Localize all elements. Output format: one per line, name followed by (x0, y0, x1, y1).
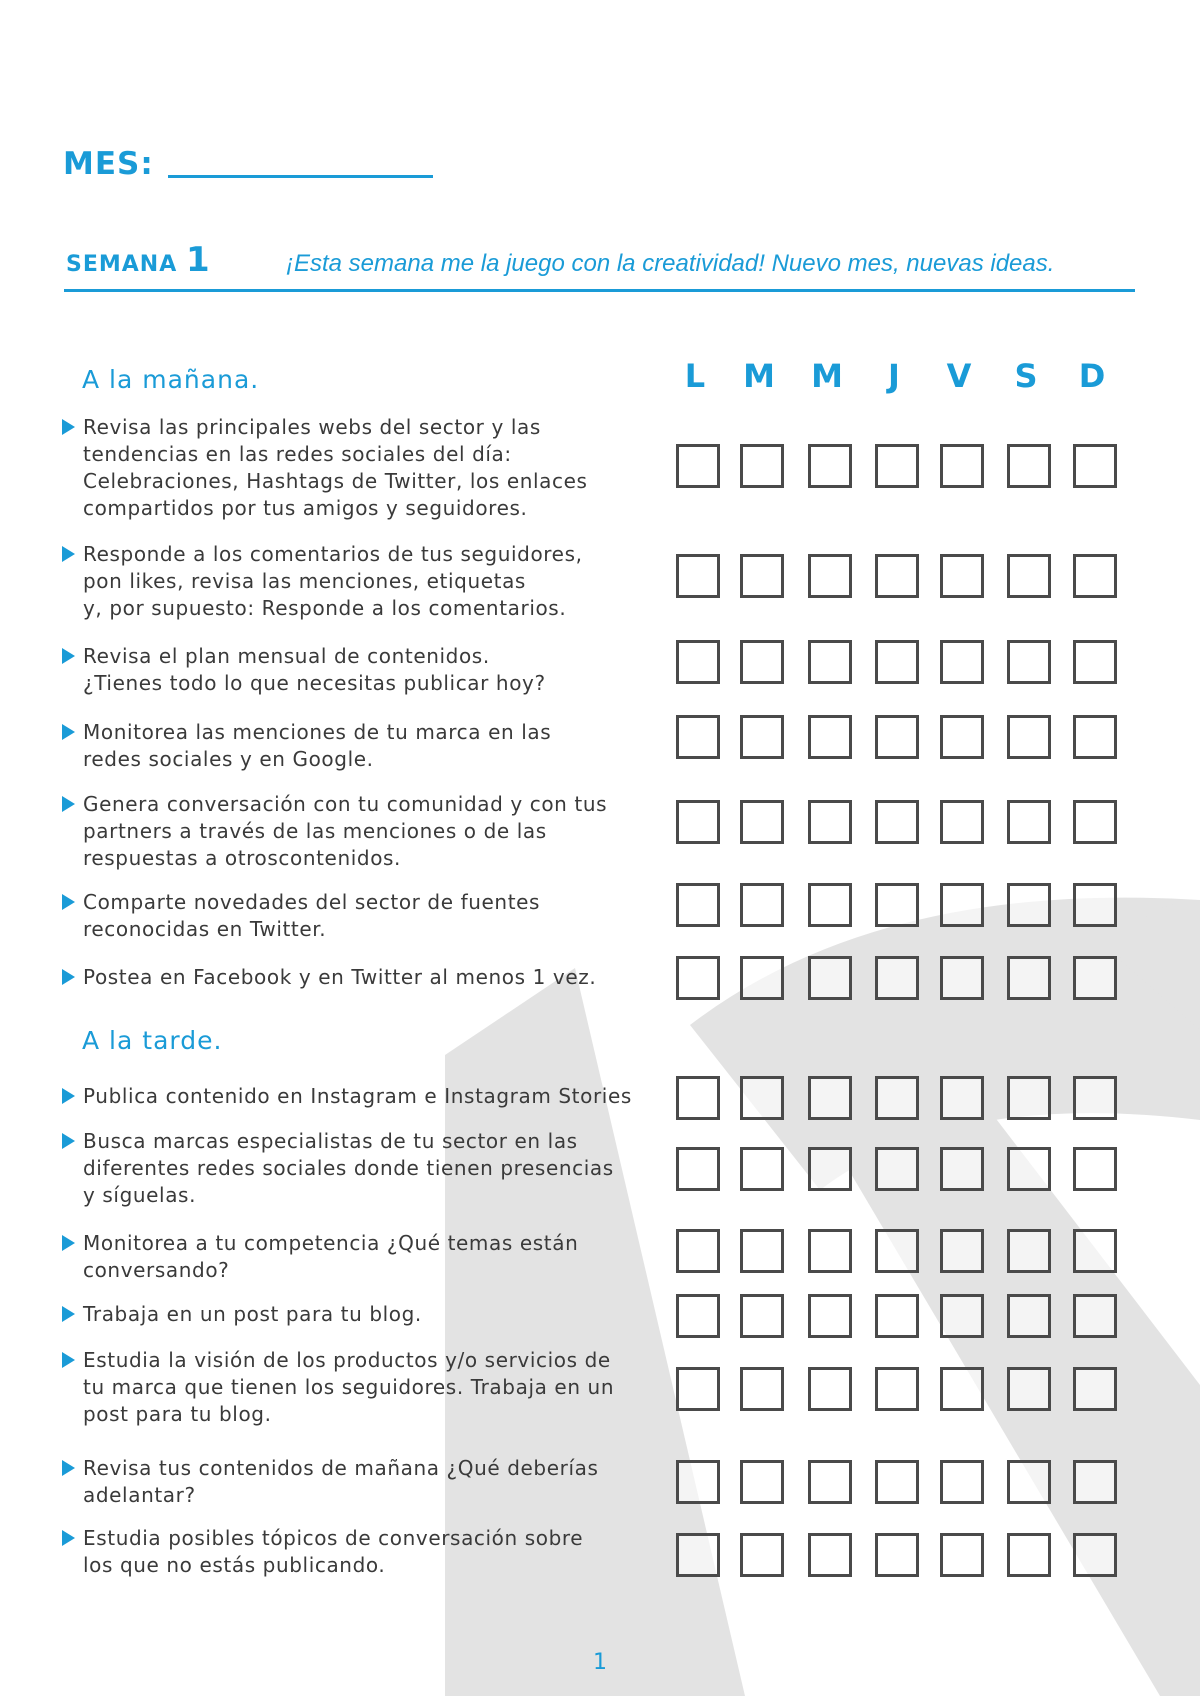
checkbox-thursday[interactable] (875, 1533, 919, 1577)
checkbox-wednesday[interactable] (808, 956, 852, 1000)
checkbox-sunday[interactable] (1073, 1147, 1117, 1191)
checkbox-thursday[interactable] (875, 554, 919, 598)
checkbox-thursday[interactable] (875, 1460, 919, 1504)
checkbox-tuesday[interactable] (740, 1294, 784, 1338)
checkbox-saturday[interactable] (1007, 444, 1051, 488)
task-text (83, 791, 683, 872)
task-text-line: Monitorea las menciones de tu marca en las (83, 720, 552, 744)
checkbox-tuesday[interactable] (740, 1367, 784, 1411)
task-text-line: Responde a los comentarios de tus seguidores, (83, 542, 583, 566)
checkbox-sunday[interactable] (1073, 1367, 1117, 1411)
task-text-line: tendencias en las redes sociales del día: (83, 442, 512, 466)
section-title-afternoon: A la tarde. (82, 1026, 223, 1055)
day-label-sunday: D (1078, 357, 1106, 395)
bullet-arrow-icon (62, 894, 75, 910)
checkbox-thursday[interactable] (875, 1367, 919, 1411)
checkbox-monday[interactable] (676, 1533, 720, 1577)
checkbox-saturday[interactable] (1007, 1460, 1051, 1504)
checkbox-thursday[interactable] (875, 444, 919, 488)
task-text-line: Postea en Facebook y en Twitter al menos 1 vez. (83, 965, 597, 989)
task-text-line: conversando? (83, 1258, 230, 1282)
day-label-friday: V (946, 357, 972, 395)
task-text (83, 964, 683, 991)
day-checkbox-row (676, 640, 1146, 688)
checkbox-wednesday[interactable] (808, 554, 852, 598)
checkbox-wednesday[interactable] (808, 715, 852, 759)
task-text (83, 1301, 683, 1328)
checkbox-tuesday[interactable] (740, 640, 784, 684)
task-text-line: compartidos por tus amigos y seguidores. (83, 496, 528, 520)
checkbox-wednesday[interactable] (808, 1147, 852, 1191)
task-text (83, 1230, 683, 1284)
checkbox-tuesday[interactable] (740, 883, 784, 927)
checkbox-monday[interactable] (676, 1076, 720, 1120)
month-label: MES: (63, 146, 154, 182)
bullet-arrow-icon (62, 724, 75, 740)
week-motto: ¡Esta semana me la juego con la creatividad! Nuevo mes, nuevas ideas. (286, 250, 1055, 277)
bullet-arrow-icon (62, 796, 75, 812)
checkbox-friday[interactable] (940, 1229, 984, 1273)
bullet-arrow-icon (62, 1235, 75, 1251)
task-text-line: reconocidas en Twitter. (83, 917, 327, 941)
checkbox-tuesday[interactable] (740, 444, 784, 488)
checkbox-saturday[interactable] (1007, 1229, 1051, 1273)
bullet-arrow-icon (62, 1306, 75, 1322)
checkbox-thursday[interactable] (875, 800, 919, 844)
checkbox-sunday[interactable] (1073, 1294, 1117, 1338)
task-text-line: post para tu blog. (83, 1402, 272, 1426)
checkbox-thursday[interactable] (875, 1229, 919, 1273)
task-text-line: Trabaja en un post para tu blog. (83, 1302, 422, 1326)
checkbox-thursday[interactable] (875, 1147, 919, 1191)
checkbox-thursday[interactable] (875, 1076, 919, 1120)
bullet-arrow-icon (62, 1530, 75, 1546)
day-label-wednesday: M (811, 357, 843, 395)
checkbox-tuesday[interactable] (740, 1229, 784, 1273)
task-text-line: pon likes, revisa las menciones, etiquetas (83, 569, 526, 593)
checkbox-sunday[interactable] (1073, 1229, 1117, 1273)
checkbox-sunday[interactable] (1073, 554, 1117, 598)
checkbox-saturday[interactable] (1007, 1533, 1051, 1577)
checkbox-friday[interactable] (940, 956, 984, 1000)
checkbox-thursday[interactable] (875, 883, 919, 927)
day-checkbox-row (676, 715, 1146, 763)
task-text-line: Publica contenido en Instagram e Instagram Stories (83, 1084, 632, 1108)
checkbox-wednesday[interactable] (808, 1460, 852, 1504)
checkbox-monday[interactable] (676, 883, 720, 927)
checkbox-saturday[interactable] (1007, 640, 1051, 684)
checkbox-monday[interactable] (676, 444, 720, 488)
checkbox-monday[interactable] (676, 1460, 720, 1504)
month-blank-line[interactable] (168, 175, 433, 178)
day-checkbox-row (676, 883, 1146, 931)
checkbox-friday[interactable] (940, 715, 984, 759)
checkbox-thursday[interactable] (875, 715, 919, 759)
checkbox-tuesday[interactable] (740, 956, 784, 1000)
checkbox-saturday[interactable] (1007, 883, 1051, 927)
section-title-morning: A la mañana. (82, 365, 260, 394)
task-text-line: Estudia posibles tópicos de conversación sobre (83, 1526, 584, 1550)
checkbox-wednesday[interactable] (808, 640, 852, 684)
week-label: SEMANA (66, 252, 178, 277)
checkbox-tuesday[interactable] (740, 800, 784, 844)
checkbox-saturday[interactable] (1007, 715, 1051, 759)
week-divider (64, 289, 1135, 292)
task-text-line: los que no estás publicando. (83, 1553, 386, 1577)
day-checkbox-row (676, 1533, 1146, 1581)
task-text-line: y síguelas. (83, 1183, 197, 1207)
day-checkbox-row (676, 554, 1146, 602)
checkbox-saturday[interactable] (1007, 1076, 1051, 1120)
day-checkbox-row (676, 1076, 1146, 1124)
bullet-arrow-icon (62, 969, 75, 985)
checkbox-wednesday[interactable] (808, 1294, 852, 1338)
weekday-header (670, 357, 1140, 397)
checkbox-monday[interactable] (676, 1294, 720, 1338)
checkbox-monday[interactable] (676, 554, 720, 598)
checkbox-wednesday[interactable] (808, 800, 852, 844)
task-text-line: partners a través de las menciones o de las (83, 819, 547, 843)
checkbox-friday[interactable] (940, 1294, 984, 1338)
checkbox-sunday[interactable] (1073, 1460, 1117, 1504)
checkbox-friday[interactable] (940, 1533, 984, 1577)
bullet-arrow-icon (62, 419, 75, 435)
checkbox-thursday[interactable] (875, 1294, 919, 1338)
task-text-line: Celebraciones, Hashtags de Twitter, los enlaces (83, 469, 588, 493)
checkbox-friday[interactable] (940, 444, 984, 488)
checkbox-sunday[interactable] (1073, 444, 1117, 488)
day-checkbox-row (676, 800, 1146, 848)
checkbox-monday[interactable] (676, 1229, 720, 1273)
checkbox-monday[interactable] (676, 956, 720, 1000)
checkbox-wednesday[interactable] (808, 883, 852, 927)
checkbox-sunday[interactable] (1073, 956, 1117, 1000)
checkbox-friday[interactable] (940, 800, 984, 844)
checkbox-sunday[interactable] (1073, 1076, 1117, 1120)
task-text-line: Monitorea a tu competencia ¿Qué temas están (83, 1231, 579, 1255)
checkbox-thursday[interactable] (875, 956, 919, 1000)
checkbox-monday[interactable] (676, 800, 720, 844)
checkbox-sunday[interactable] (1073, 715, 1117, 759)
bullet-arrow-icon (62, 648, 75, 664)
checkbox-monday[interactable] (676, 640, 720, 684)
task-text (83, 719, 683, 773)
checkbox-saturday[interactable] (1007, 1147, 1051, 1191)
day-label-tuesday: M (743, 357, 775, 395)
checkbox-wednesday[interactable] (808, 1229, 852, 1273)
checkbox-friday[interactable] (940, 640, 984, 684)
day-checkbox-row (676, 1147, 1146, 1195)
task-text-line: diferentes redes sociales donde tienen presencias (83, 1156, 614, 1180)
checkbox-saturday[interactable] (1007, 956, 1051, 1000)
checkbox-tuesday[interactable] (740, 715, 784, 759)
checkbox-friday[interactable] (940, 1147, 984, 1191)
task-text-line: y, por supuesto: Responde a los comentarios. (83, 596, 567, 620)
task-text (83, 1128, 683, 1209)
day-checkbox-row (676, 956, 1146, 1004)
bullet-arrow-icon (62, 1133, 75, 1149)
task-text-line: respuestas a otroscontenidos. (83, 846, 402, 870)
checkbox-friday[interactable] (940, 1076, 984, 1120)
bullet-arrow-icon (62, 1352, 75, 1368)
task-text-line: Busca marcas especialistas de tu sector en las (83, 1129, 578, 1153)
day-checkbox-row (676, 1367, 1146, 1415)
task-text-line: Comparte novedades del sector de fuentes (83, 890, 541, 914)
task-text-line: Revisa las principales webs del sector y las (83, 415, 541, 439)
day-label-saturday: S (1014, 357, 1038, 395)
checkbox-friday[interactable] (940, 883, 984, 927)
checkbox-tuesday[interactable] (740, 1076, 784, 1120)
checkbox-sunday[interactable] (1073, 1533, 1117, 1577)
task-text-line: adelantar? (83, 1483, 196, 1507)
checkbox-monday[interactable] (676, 1147, 720, 1191)
task-text (83, 1455, 683, 1509)
checkbox-monday[interactable] (676, 1367, 720, 1411)
checkbox-tuesday[interactable] (740, 1460, 784, 1504)
task-text (83, 643, 683, 697)
checkbox-wednesday[interactable] (808, 1533, 852, 1577)
day-checkbox-row (676, 1460, 1146, 1508)
task-text (83, 889, 683, 943)
task-text-line: redes sociales y en Google. (83, 747, 374, 771)
day-checkbox-row (676, 1294, 1146, 1342)
task-text-line: ¿Tienes todo lo que necesitas publicar hoy? (83, 671, 546, 695)
checkbox-saturday[interactable] (1007, 1367, 1051, 1411)
week-header (66, 240, 1134, 290)
week-number: 1 (186, 240, 210, 280)
checkbox-friday[interactable] (940, 1460, 984, 1504)
month-header (63, 146, 433, 182)
day-checkbox-row (676, 444, 1146, 492)
bullet-arrow-icon (62, 546, 75, 562)
task-text-line: Revisa el plan mensual de contenidos. (83, 644, 490, 668)
task-text-line: Revisa tus contenidos de mañana ¿Qué deberías (83, 1456, 599, 1480)
checkbox-tuesday[interactable] (740, 554, 784, 598)
bullet-arrow-icon (62, 1088, 75, 1104)
bullet-arrow-icon (62, 1460, 75, 1476)
task-text-line: Estudia la visión de los productos y/o servicios de (83, 1348, 611, 1372)
checkbox-thursday[interactable] (875, 640, 919, 684)
checkbox-wednesday[interactable] (808, 444, 852, 488)
checkbox-saturday[interactable] (1007, 800, 1051, 844)
checkbox-wednesday[interactable] (808, 1367, 852, 1411)
page-number: 1 (593, 1650, 607, 1675)
task-text (83, 414, 683, 522)
checkbox-saturday[interactable] (1007, 1294, 1051, 1338)
checkbox-sunday[interactable] (1073, 800, 1117, 844)
task-text (83, 1083, 683, 1110)
task-text-line: Genera conversación con tu comunidad y con tus (83, 792, 608, 816)
checkbox-sunday[interactable] (1073, 640, 1117, 684)
task-text (83, 1525, 683, 1579)
day-checkbox-row (676, 1229, 1146, 1277)
task-text (83, 1347, 683, 1428)
checkbox-friday[interactable] (940, 554, 984, 598)
day-label-thursday: J (888, 357, 900, 395)
checkbox-monday[interactable] (676, 715, 720, 759)
task-text-line: tu marca que tienen los seguidores. Trabaja en un (83, 1375, 615, 1399)
checkbox-wednesday[interactable] (808, 1076, 852, 1120)
task-text (83, 541, 683, 622)
day-label-monday: L (684, 357, 706, 395)
checkbox-tuesday[interactable] (740, 1533, 784, 1577)
checkbox-saturday[interactable] (1007, 554, 1051, 598)
checkbox-sunday[interactable] (1073, 883, 1117, 927)
checkbox-tuesday[interactable] (740, 1147, 784, 1191)
checkbox-friday[interactable] (940, 1367, 984, 1411)
